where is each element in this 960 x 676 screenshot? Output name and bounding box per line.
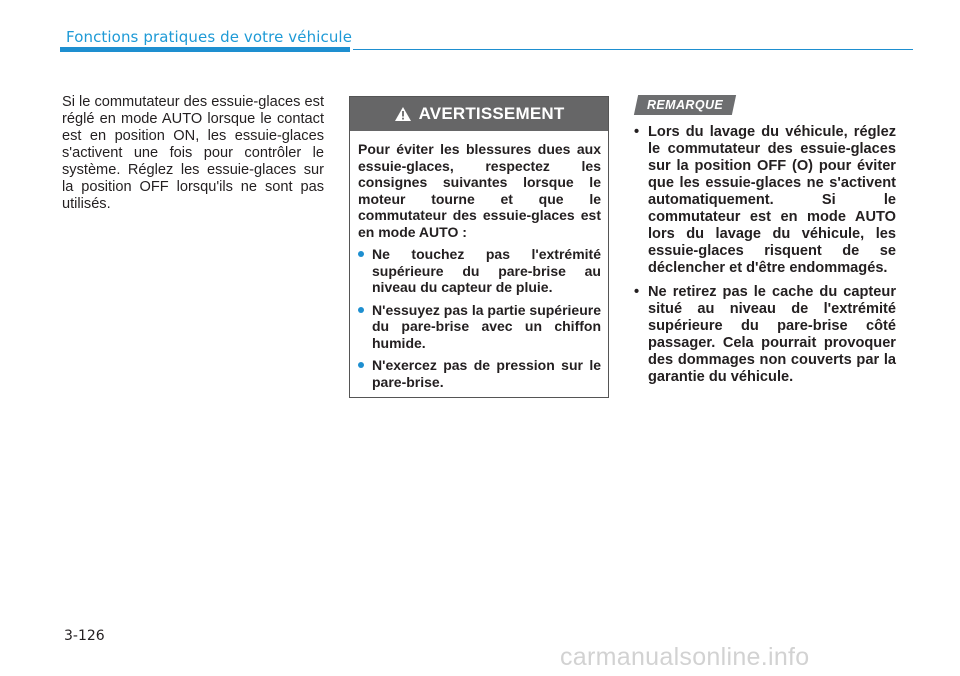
remark-item-text: Ne retirez pas le cache du capteur situé au niveau de l'extrémité supérieure du pare-brise côté passager. Cela pourrait provoquer des dommages non couverts par la garantie du véhicule. [648, 284, 896, 385]
bullet-dot-icon [358, 362, 364, 368]
section-title-bar [60, 47, 350, 52]
header-rule [353, 49, 913, 50]
remark-item [632, 284, 896, 386]
bullet-icon: • [634, 284, 640, 300]
warning-item-text: Ne touchez pas l'extrémité supérieure du pare-brise au niveau du capteur de pluie. [372, 246, 601, 295]
warning-item-text: N'essuyez pas la partie supérieure du pare-brise avec un chiffon humide. [372, 301, 601, 351]
warning-title: AVERTISSEMENT [418, 104, 565, 123]
warning-header [350, 97, 608, 131]
remark-badge [634, 95, 736, 115]
section-title: Fonctions pratiques de votre véhicule [66, 28, 353, 46]
warning-item-text: N'exercez pas de pression sur le pare-brise. [372, 357, 601, 390]
remark-list [632, 124, 896, 393]
remark-item-text: Lors du lavage du véhicule, réglez le commutateur des essuie-glaces sur la position OFF (O) pour éviter que les essuie-glaces ne s'activent automatiquement. Si le commutateur est en mode AUTO lors du lavage du véhicule, les essuie-glaces risquent de se déclencher et d'être endommagés. [648, 124, 896, 276]
bullet-dot-icon [358, 307, 364, 313]
remark-item [632, 124, 896, 277]
intro-paragraph: Si le commutateur des essuie-glaces est réglé en mode AUTO lorsque le contact est en position ON, les essuie-glaces s'activent une fois pour contrôler le système. Réglez les essuie-glaces sur la position OFF lorsqu'ils ne sont pas utilisés. [62, 94, 324, 212]
warning-body [350, 131, 608, 390]
warning-intro: Pour éviter les blessures dues aux essuie-glaces, respectez les consignes suivantes lorsque le moteur tourne et que le commutateur des essuie-glaces est en mode AUTO : [358, 141, 601, 240]
warning-list [358, 246, 601, 390]
bullet-icon: • [634, 124, 640, 140]
remark-badge-label: REMARQUE [646, 98, 724, 112]
warning-item [358, 246, 601, 296]
bullet-dot-icon [358, 251, 364, 257]
watermark: carmanualsonline.info [560, 643, 810, 671]
warning-box [349, 96, 609, 398]
warning-item [358, 302, 601, 352]
warning-item [358, 357, 601, 390]
page-number: 3-126 [64, 628, 105, 644]
warning-triangle-icon [394, 106, 412, 122]
